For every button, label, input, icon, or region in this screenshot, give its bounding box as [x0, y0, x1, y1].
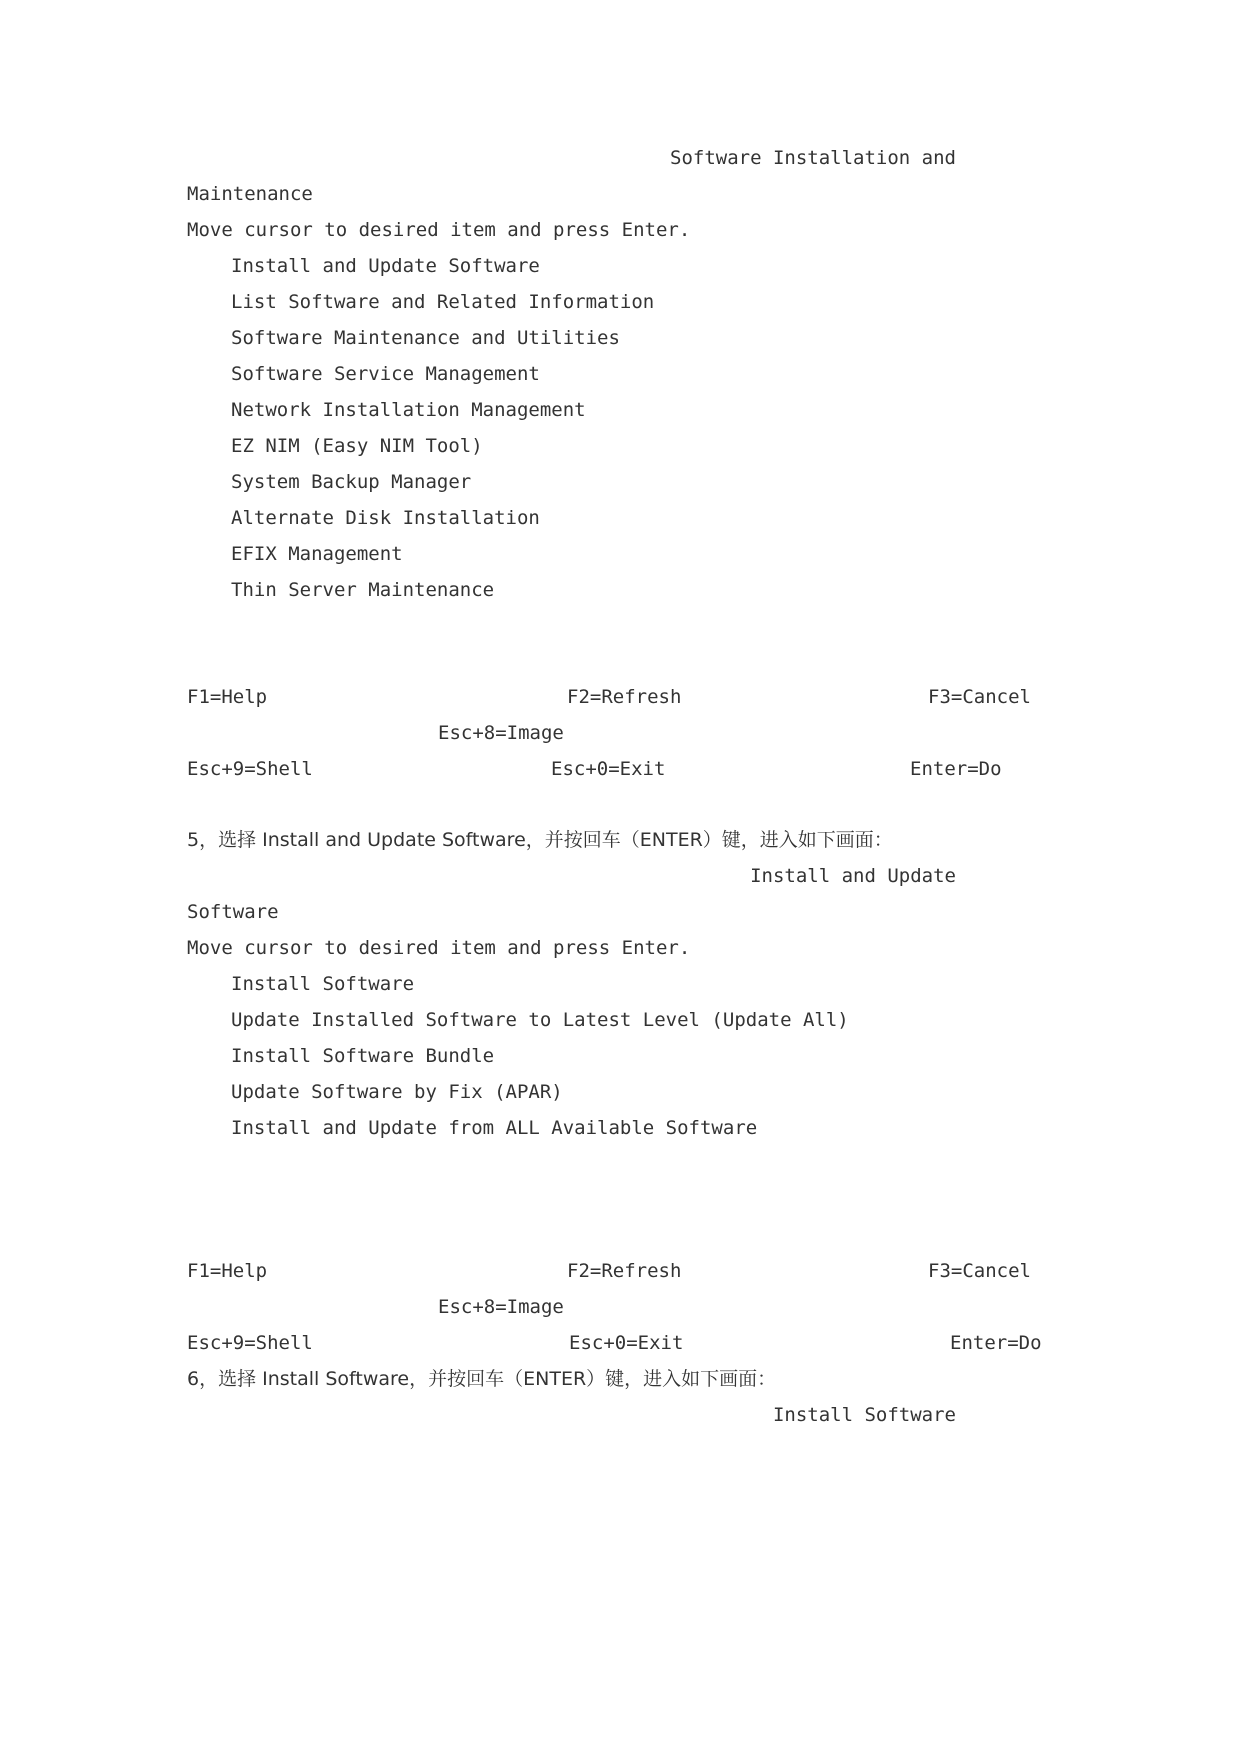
key-f1-help[interactable]: F1=Help: [187, 686, 268, 708]
key-enter-do[interactable]: Enter=Do: [910, 758, 1002, 780]
menu-item-install-bundle[interactable]: Install Software Bundle: [231, 1045, 495, 1067]
menu-item-install-software[interactable]: Install Software: [231, 973, 415, 995]
section3-title: Install Software: [772, 1404, 956, 1426]
menu-item-ez-nim[interactable]: EZ NIM (Easy NIM Tool): [231, 435, 483, 457]
menu-item-list-software[interactable]: List Software and Related Information: [231, 291, 655, 313]
section1-title-line1: Software Installation and: [670, 147, 956, 169]
step5-text: 5，选择 Install and Update Software，并按回车（ENTER）键，进入如下画面：: [187, 829, 893, 851]
section1-instruction: Move cursor to desired item and press Enter.: [187, 219, 691, 241]
key-f2-refresh[interactable]: F2=Refresh: [567, 686, 682, 708]
menu-item-network-installation[interactable]: Network Installation Management: [231, 399, 586, 421]
menu-item-install-all-available[interactable]: Install and Update from ALL Available Software: [231, 1117, 758, 1139]
key-esc8-image-2[interactable]: Esc+8=Image: [438, 1296, 564, 1318]
section2-title-line2: Software: [187, 901, 279, 923]
menu-item-system-backup[interactable]: System Backup Manager: [231, 471, 472, 493]
key-esc9-shell[interactable]: Esc+9=Shell: [187, 758, 313, 780]
menu-item-update-by-fix[interactable]: Update Software by Fix (APAR): [231, 1081, 563, 1103]
key-esc0-exit-2[interactable]: Esc+0=Exit: [569, 1332, 684, 1354]
menu-item-update-all[interactable]: Update Installed Software to Latest Level (Update All): [231, 1009, 849, 1031]
menu-item-alternate-disk[interactable]: Alternate Disk Installation: [231, 507, 540, 529]
section1-title-line2: Maintenance: [187, 183, 313, 205]
menu-item-install-update[interactable]: Install and Update Software: [231, 255, 540, 277]
section2-instruction: Move cursor to desired item and press Enter.: [187, 937, 691, 959]
key-esc8-image[interactable]: Esc+8=Image: [438, 722, 564, 744]
key-f3-cancel-2[interactable]: F3=Cancel: [928, 1260, 1031, 1282]
menu-item-thin-server[interactable]: Thin Server Maintenance: [231, 579, 495, 601]
key-enter-do-2[interactable]: Enter=Do: [950, 1332, 1042, 1354]
menu-item-efix[interactable]: EFIX Management: [231, 543, 403, 565]
step6-text: 6，选择 Install Software，并按回车（ENTER）键，进入如下画面：: [187, 1368, 777, 1390]
menu-item-maintenance-utilities[interactable]: Software Maintenance and Utilities: [231, 327, 620, 349]
key-f3-cancel[interactable]: F3=Cancel: [928, 686, 1031, 708]
section2-title-line1: Install and Update: [750, 865, 956, 887]
key-esc9-shell-2[interactable]: Esc+9=Shell: [187, 1332, 313, 1354]
key-f2-refresh-2[interactable]: F2=Refresh: [567, 1260, 682, 1282]
key-f1-help-2[interactable]: F1=Help: [187, 1260, 268, 1282]
key-esc0-exit[interactable]: Esc+0=Exit: [551, 758, 666, 780]
menu-item-service-management[interactable]: Software Service Management: [231, 363, 540, 385]
